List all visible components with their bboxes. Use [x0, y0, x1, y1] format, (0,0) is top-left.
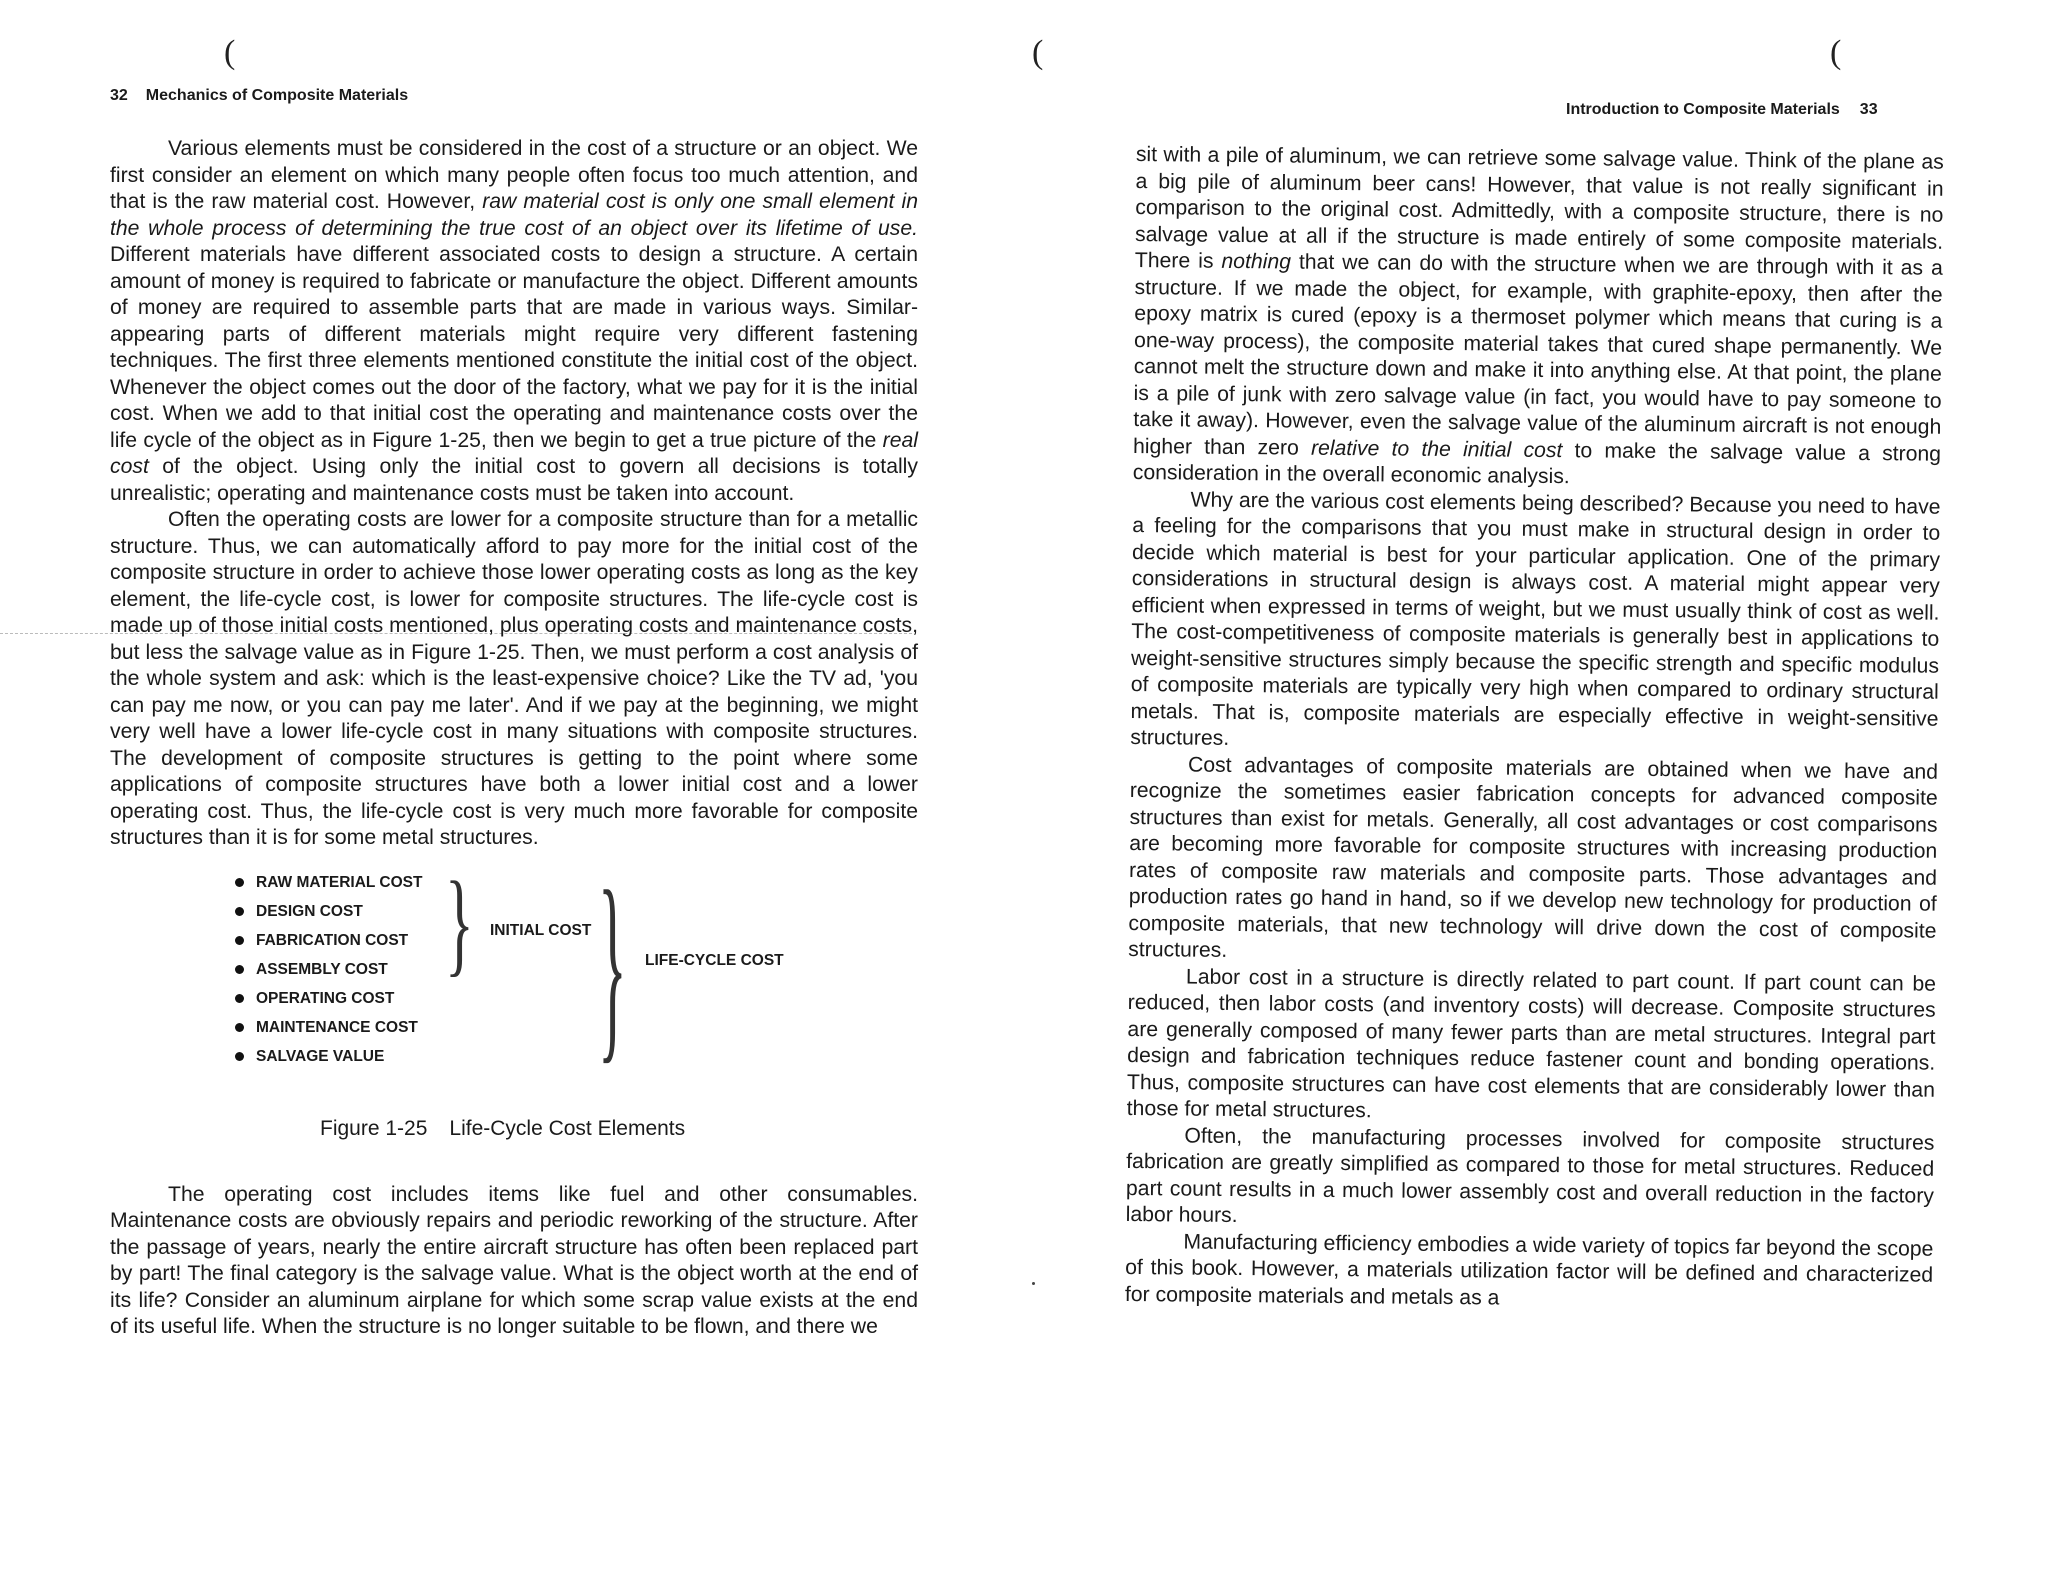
figure-title: Life-Cycle Cost Elements [449, 1116, 686, 1140]
cost-element-label: MAINTENANCE COST [256, 1018, 418, 1036]
initial-cost-brace: } [445, 857, 474, 987]
cost-element-item [235, 926, 422, 955]
cost-element-item [235, 1013, 422, 1042]
text-run: Cost advantages of composite materials are obtained when we have and recognize the sometimes easier fabrication concepts for advanced composite structures than exist for metals. Generally, all cost advantages or cost comparisons are becoming more favorable for composite structures with increasing production rates of composite raw materials and composite parts. Those advantages and production rates go hand in hand, so if we develop new technology for production of composite materials, that new technology will drive down the cost of composite structures. [1128, 753, 1939, 962]
italic-text: nothing [1221, 249, 1292, 274]
bullet-icon [235, 1023, 244, 1032]
cost-element-label: DESIGN COST [256, 902, 363, 920]
text-run: Various elements must be considered in the cost of a structure or an object. We first consider an element on which many people often focus too much attention, and that is the raw material cost. However, [110, 137, 918, 213]
right-paragraphs [1125, 142, 1944, 1316]
paragraph [1125, 1228, 1934, 1315]
italic-text: raw material cost is only one small element in the whole process of determining the true cost of an object over its lifetime of use. [110, 190, 918, 240]
bullet-icon [235, 936, 244, 945]
text-run: Often, the manufacturing processes involved for composite structures fabrication are greatly simplified as compared to those for metal structures. Reduced part count results in a much lower assembly cost and overall reduction in the factory labor hours. [1125, 1124, 1935, 1228]
cost-element-label: FABRICATION COST [256, 931, 409, 949]
figure-number: Figure 1-25 [320, 1116, 428, 1140]
paragraph [1127, 963, 1936, 1130]
left-page-body [110, 136, 918, 1341]
paragraph [110, 507, 918, 852]
text-run: to make the salvage value a strong consideration in the overall economic analysis. [1132, 438, 1942, 489]
right-page-body [1125, 142, 1944, 1316]
bullet-icon [235, 1052, 244, 1061]
cost-element-label: SALVAGE VALUE [256, 1047, 385, 1065]
text-run: Manufacturing efficiency embodies a wide variety of topics far beyond the scope of this book. However, a materials utilization factor will be defined and characterized for composite materials and metals as a [1124, 1230, 1934, 1310]
cost-element-list [235, 868, 422, 1071]
cost-element-item [235, 897, 422, 926]
text-run: that we can do with the structure when we are through with it as a structure. If we made the object, for example, with graphite-epoxy, then after the epoxy matrix is cured (epoxy is a thermoset polymer which means that curing is a one-way process), the composite material takes that cured shape permanently. We cannot melt the structure down and make it into anything else. At that point, the plane is a pile of junk with zero salvage value (in fact, you would have to pay someone to take it away). However, even the salvage value of the aluminum aircraft is not enough higher than zero [1132, 250, 1943, 460]
scan-speck [1032, 1282, 1035, 1285]
scan-paren-mark: ( [1830, 34, 1842, 71]
cost-element-item [235, 868, 422, 897]
bullet-icon [235, 965, 244, 974]
scan-paren-mark: ( [1032, 34, 1044, 71]
initial-cost-label: INITIAL COST [490, 921, 592, 939]
scan-paren-mark: ( [224, 34, 236, 71]
left-paragraphs [110, 136, 918, 852]
right-running-head: Introduction to Composite Materials [1566, 101, 1840, 118]
italic-text: real cost [110, 428, 918, 478]
left-page-header [110, 86, 408, 106]
right-page-number: 33 [1859, 101, 1878, 118]
text-run: of the object. Using only the initial cost to govern all decisions is totally unrealistic; operating and maintenance costs must be taken into account. [110, 455, 918, 505]
cost-element-label: OPERATING COST [256, 989, 395, 1007]
text-run: Labor cost in a structure is directly related to part count. If part count can be reduced, then labor costs (and inventory costs) will decrease. Composite structures are generally composed of many fewer parts than are metal structures. Integral part design and fabrication techniques reduce fastener count and bonding operations. Thus, composite structures can have cost elements that are considerably lower than those for metal structures. [1126, 965, 1937, 1123]
left-after-figure [110, 1182, 918, 1341]
left-running-head: Mechanics of Composite Materials [145, 87, 409, 104]
cost-element-item [235, 984, 422, 1013]
italic-text: relative to the initial cost [1310, 436, 1563, 462]
bullet-icon [235, 878, 244, 887]
text-run: Different materials have different associated costs to design a structure. A certain amount of money is required to fabricate or manufacture the object. Different amounts of money are required to assemble parts that are made in various ways. Similar-appearing parts of different materials might require very different fastening techniques. The first three elements mentioned constitute the initial cost of the object. Whenever the object comes out the door of the factory, what we pay for it is the initial cost. When we add to that initial cost the operating and maintenance costs over the life cycle of the object as in Figure 1-25, then we begin to get a true picture of the [110, 243, 918, 452]
paragraph [1126, 1122, 1935, 1236]
paragraph [110, 136, 918, 507]
figure-caption [320, 1116, 685, 1143]
bullet-icon [235, 994, 244, 1003]
life-cycle-brace: } [598, 849, 627, 1080]
paragraph [1130, 486, 1941, 759]
bullet-icon [235, 907, 244, 916]
paragraph [1133, 142, 1944, 494]
paragraph [1128, 751, 1938, 971]
cost-element-item [235, 1042, 422, 1071]
left-page-number: 32 [110, 87, 128, 104]
right-page-header [1566, 100, 1878, 120]
figure-1-25 [110, 849, 918, 1150]
life-cycle-label: LIFE-CYCLE COST [645, 951, 784, 969]
paragraph [110, 1182, 918, 1341]
cost-element-label: ASSEMBLY COST [256, 960, 388, 978]
text-run: sit with a pile of aluminum, we can retrieve some salvage value. Think of the plane as a big pile of aluminum beer cans! However, that value is not really significant in comparison to the original cost. Admittedly, with a composite structure, there is no salvage value at all if the structure is made entirely of some composite materials. There is [1134, 142, 1944, 273]
text-run: Often the operating costs are lower for a composite structure than for a metallic structure. Thus, we can automatically afford to pay more for the initial cost of the composite structure in order to achieve those lower operating costs as long as the key element, the life-cycle cost, is lower for composite structures. The life-cycle cost is made up of those initial costs mentioned, plus operating costs and maintenance costs, but less the salvage value as in Figure 1-25. Then, we must perform a cost analysis of the whole system and ask: which is the least-expensive choice? Like the TV ad, 'you can pay me now, or you can pay me later'. And if we pay at the beginning, we might very well have a lower life-cycle cost in many situations with composite structures. The development of composite structures is getting to the point where some applications of composite structures have both a lower initial cost and a lower operating cost. Thus, the life-cycle cost is very much more favorable for composite structures than it is for some metal structures. [110, 508, 918, 849]
cost-element-label: RAW MATERIAL COST [256, 873, 423, 891]
text-run: The operating cost includes items like fuel and other consumables. Maintenance costs are obviously repairs and periodic reworking of the structure. After the passage of years, nearly the entire aircraft structure has often been replaced part by part! The final category is the salvage value. What is the object worth at the end of its life? Consider an aluminum airplane for which some scrap value exists at the end of its useful life. When the structure is no longer suitable to be flown, and there we [110, 1182, 918, 1338]
cost-element-item [235, 955, 422, 984]
text-run: Why are the various cost elements being described? Because you need to have a feeling for the comparisons that you must make in structural design in order to decide which material is best for your particular application. One of the primary considerations in structural design is always cost. A material might appear very efficient when expressed in terms of weight, but we must usually think of cost as well. The cost-competitiveness of composite materials is generally best in applications to weight-sensitive structures simply because the specific strength and specific modulus of composite materials are typically very high when compared to ordinary structural metals. That is, composite materials are especially effective in weight-sensitive structures. [1130, 488, 1941, 750]
